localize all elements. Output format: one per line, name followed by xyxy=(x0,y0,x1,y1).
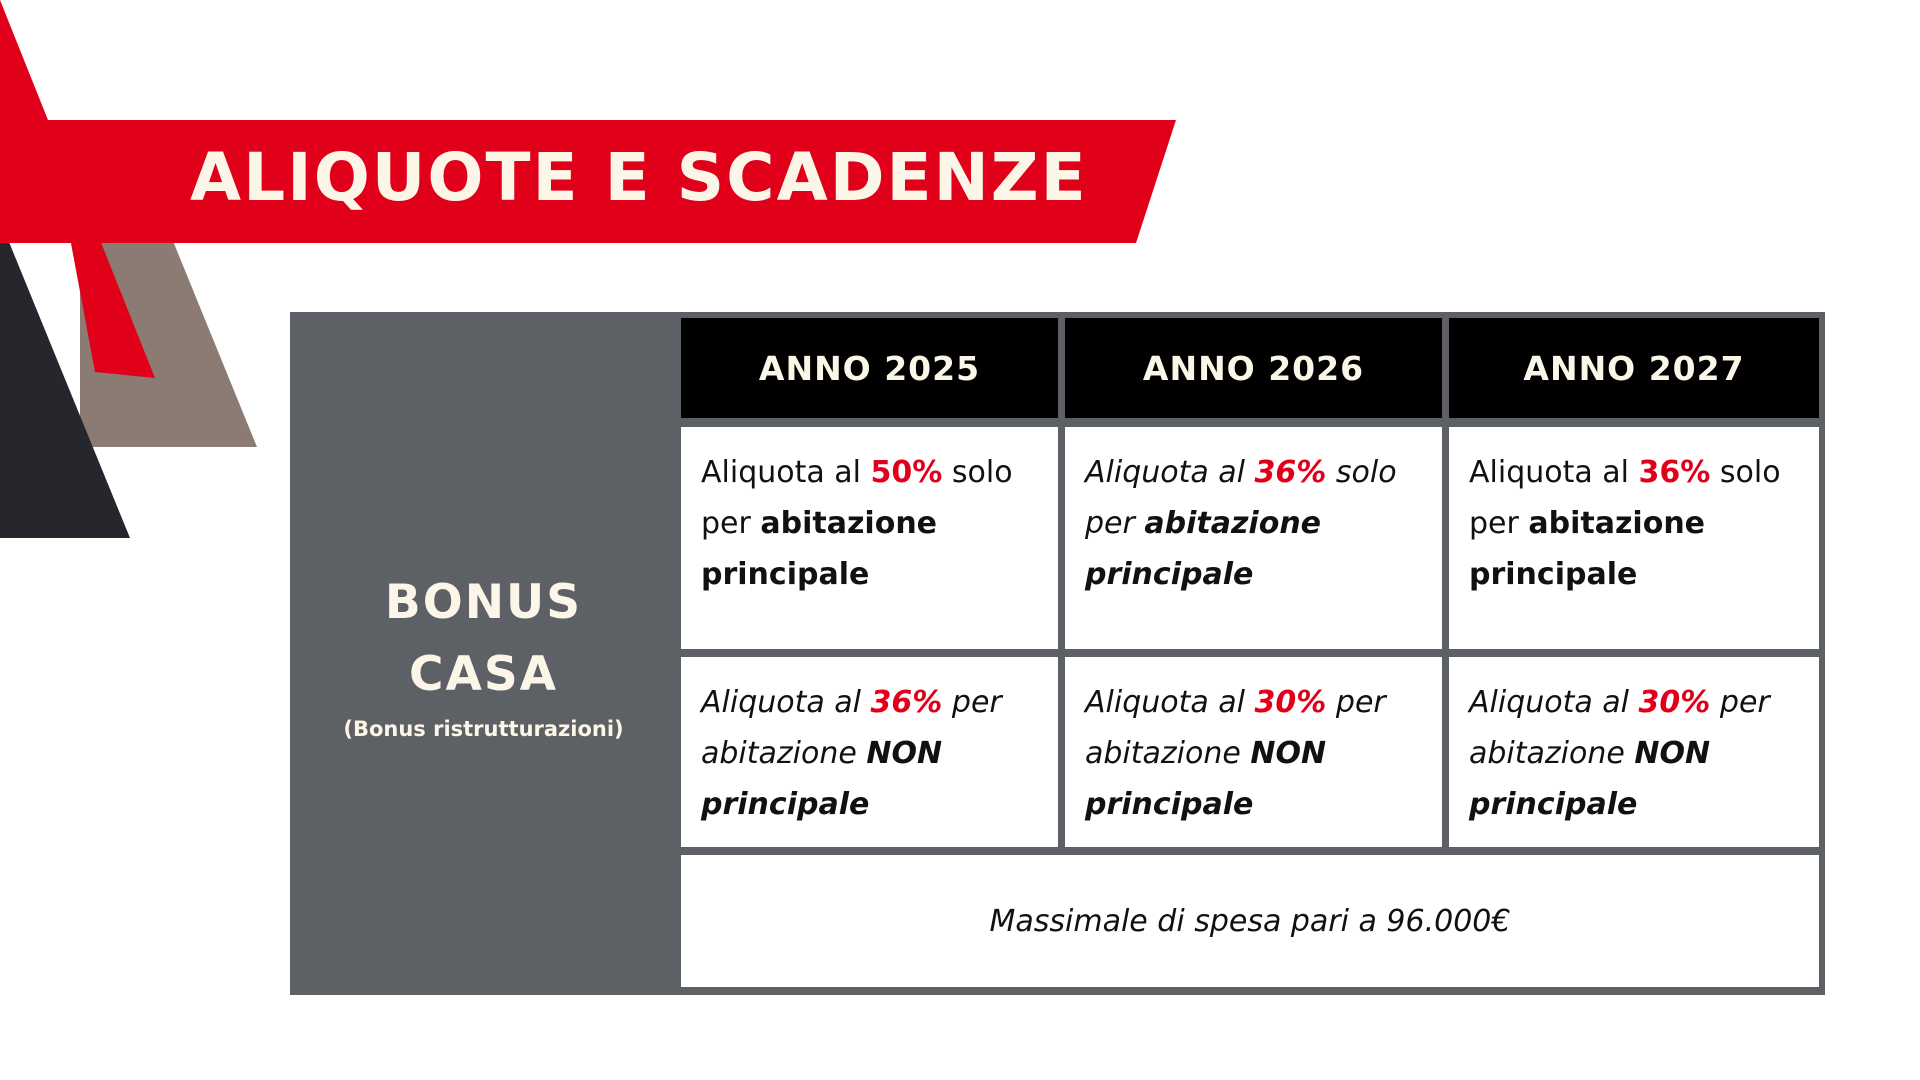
cell-text: abitazione xyxy=(701,736,867,771)
cell-emphasis: principale xyxy=(701,787,870,822)
cell-text: per xyxy=(1326,685,1386,720)
cell-line xyxy=(1469,677,1801,728)
row-label-line-1: BONUS xyxy=(384,574,583,630)
cell-text: per xyxy=(1469,506,1529,541)
cell-text: per xyxy=(1710,685,1770,720)
cell-2025-primary xyxy=(681,427,1058,649)
cell-line xyxy=(1085,728,1424,779)
row-label-subtitle: (Bonus ristrutturazioni) xyxy=(343,716,624,741)
rate-value: 36% xyxy=(1638,455,1711,490)
cell-text: solo xyxy=(1710,455,1781,490)
cell-text: per xyxy=(701,506,761,541)
cell-emphasis: NON xyxy=(866,736,943,771)
cell-text: abitazione xyxy=(1469,736,1635,771)
rate-value: 30% xyxy=(1254,685,1327,720)
cell-line xyxy=(701,447,1040,498)
cell-emphasis: abitazione xyxy=(1528,506,1706,541)
rate-value: 36% xyxy=(870,685,943,720)
cell-text: per xyxy=(1085,506,1145,541)
cell-text: Aliquota al xyxy=(701,455,871,490)
cell-2027-non-primary xyxy=(1449,657,1819,847)
cell-line xyxy=(1469,498,1801,549)
cell-emphasis: principale xyxy=(1469,557,1638,592)
cell-line xyxy=(1085,498,1424,549)
cell-text: Aliquota al xyxy=(1469,455,1639,490)
page-title: ALIQUOTE E SCADENZE xyxy=(190,139,1088,216)
rate-value: 36% xyxy=(1254,455,1327,490)
cell-emphasis: principale xyxy=(1085,787,1254,822)
cell-emphasis: abitazione xyxy=(760,506,938,541)
cell-emphasis: NON xyxy=(1634,736,1711,771)
cell-text: Aliquota al xyxy=(1085,685,1255,720)
rate-value: 30% xyxy=(1638,685,1711,720)
cell-emphasis: principale xyxy=(1085,557,1254,592)
cell-emphasis: NON xyxy=(1250,736,1327,771)
cell-text: per xyxy=(942,685,1002,720)
cell-2027-primary xyxy=(1449,427,1819,649)
cell-2026-non-primary xyxy=(1065,657,1442,847)
cell-line xyxy=(701,498,1040,549)
cell-line xyxy=(1469,728,1801,779)
cell-2026-primary xyxy=(1065,427,1442,649)
cell-emphasis: abitazione xyxy=(1144,506,1322,541)
rate-value: 50% xyxy=(870,455,943,490)
cell-emphasis: principale xyxy=(701,557,870,592)
cell-line xyxy=(701,677,1040,728)
cell-emphasis: principale xyxy=(1469,787,1638,822)
cell-text: solo xyxy=(942,455,1013,490)
column-header-2027: ANNO 2027 xyxy=(1449,318,1819,418)
spending-cap-note: Massimale di spesa pari a 96.000€ xyxy=(681,855,1819,987)
column-header-2025: ANNO 2025 xyxy=(681,318,1058,418)
cell-line xyxy=(701,728,1040,779)
cell-line xyxy=(1085,447,1424,498)
cell-line xyxy=(1469,447,1801,498)
cell-text: Aliquota al xyxy=(1469,685,1639,720)
cell-text: Aliquota al xyxy=(1085,455,1255,490)
cell-text: Aliquota al xyxy=(701,685,871,720)
bonus-table xyxy=(290,312,1825,995)
cell-text: abitazione xyxy=(1085,736,1251,771)
cell-line xyxy=(1085,677,1424,728)
column-header-2026: ANNO 2026 xyxy=(1065,318,1442,418)
row-label-line-2: CASA xyxy=(408,646,559,702)
row-label xyxy=(290,312,677,995)
cell-text: solo xyxy=(1326,455,1397,490)
cell-2025-non-primary xyxy=(681,657,1058,847)
